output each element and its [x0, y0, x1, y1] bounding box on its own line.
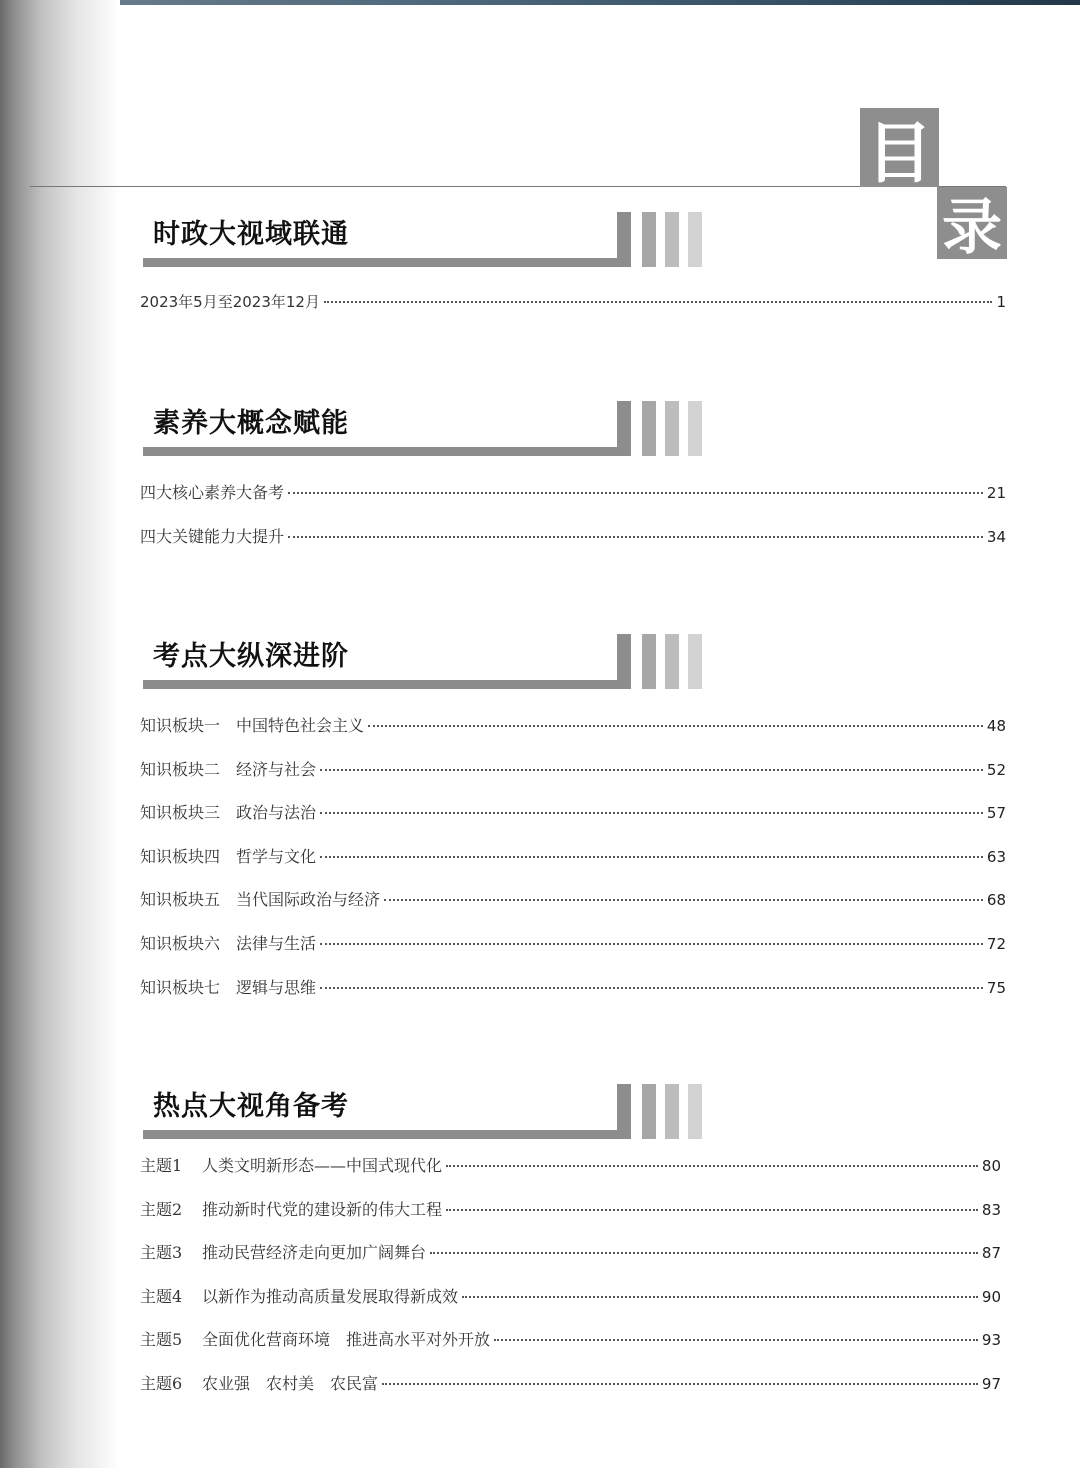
toc-title: 当代国际政治与经济: [236, 890, 381, 910]
toc-entry[interactable]: [140, 1371, 1001, 1391]
dot-leader: [288, 492, 983, 494]
toc-title: 四大核心素养大备考: [140, 483, 285, 502]
toc-page: 93: [981, 1331, 1001, 1350]
toc-entry[interactable]: [140, 713, 1006, 733]
toc-entry[interactable]: [140, 291, 1006, 311]
toc-prefix: 知识板块二: [140, 759, 221, 779]
toc-entry[interactable]: [140, 1284, 1001, 1304]
toc-page: 83: [981, 1200, 1001, 1219]
section-title: 热点大视角备考: [153, 1091, 349, 1122]
dot-leader: [320, 856, 983, 858]
toc-page: 72: [986, 934, 1006, 953]
dot-leader: [384, 899, 983, 901]
dot-leader: [320, 987, 983, 989]
toc-title: 中国特色社会主义: [236, 716, 365, 735]
decor-bar: [665, 634, 679, 689]
decor-bar: [665, 1084, 679, 1139]
toc-prefix: 知识板块五: [140, 890, 221, 910]
contents-title-char-1: 目: [860, 108, 939, 187]
toc-entry[interactable]: [140, 480, 1006, 500]
toc-page: 63: [986, 847, 1006, 866]
decor-bar: [617, 212, 631, 267]
toc-title: 推动新时代党的建设新的伟大工程: [202, 1199, 443, 1219]
decor-bar: [617, 634, 631, 689]
dot-leader: [446, 1209, 978, 1211]
toc-prefix: 知识板块六: [140, 933, 221, 953]
section-underline: [143, 680, 631, 689]
toc-prefix: 主题2: [140, 1199, 183, 1219]
toc-title: 农业强 农村美 农民富: [202, 1373, 379, 1393]
toc-list-4: [140, 1153, 1001, 1415]
toc-entry[interactable]: [140, 800, 1006, 823]
toc-page: 48: [986, 717, 1006, 735]
section-title: 考点大纵深进阶: [153, 641, 349, 672]
toc-prefix: 主题4: [140, 1286, 183, 1306]
toc-prefix: 主题3: [140, 1243, 183, 1263]
decor-bar: [688, 1084, 702, 1139]
decor-bar: [688, 634, 702, 689]
section-heading-2: [143, 401, 723, 459]
toc-title: 以新作为推动高质量发展取得新成效: [202, 1286, 459, 1306]
toc-entry[interactable]: [140, 1153, 1001, 1173]
toc-entry[interactable]: [140, 1240, 1001, 1263]
toc-entry[interactable]: [140, 757, 1006, 777]
toc-page: 57: [986, 804, 1006, 823]
toc-prefix: 知识板块三: [140, 803, 221, 823]
section-underline: [143, 1130, 631, 1139]
toc-title: 经济与社会: [236, 759, 317, 779]
dot-leader: [462, 1296, 978, 1298]
decor-bar: [665, 212, 679, 267]
decor-bar: [665, 401, 679, 456]
toc-title: 推动民营经济走向更加广阔舞台: [202, 1243, 427, 1263]
section-underline: [143, 447, 631, 456]
toc-title: 法律与生活: [236, 933, 317, 953]
toc-title: 四大关键能力大提升: [140, 526, 285, 546]
toc-title: 全面优化营商环境 推进高水平对外开放: [202, 1330, 491, 1350]
section-title: 素养大概念赋能: [153, 408, 349, 439]
decor-bar: [642, 1084, 656, 1139]
toc-prefix: 主题1: [140, 1156, 183, 1175]
toc-title: 逻辑与思维: [236, 977, 317, 997]
toc-page: 21: [986, 484, 1006, 502]
decor-bar: [617, 1084, 631, 1139]
toc-title: 政治与法治: [236, 803, 317, 823]
toc-prefix: 知识板块一: [140, 716, 221, 735]
toc-entry[interactable]: [140, 1197, 1001, 1217]
dot-leader: [430, 1252, 978, 1254]
toc-title: 哲学与文化: [236, 846, 317, 866]
decor-bar: [688, 212, 702, 267]
section-title: 时政大视域联通: [153, 219, 349, 250]
toc-prefix: 主题5: [140, 1330, 183, 1350]
dot-leader: [320, 769, 983, 771]
dot-leader: [382, 1383, 978, 1385]
toc-entry[interactable]: [140, 931, 1006, 951]
toc-list-1: [140, 291, 1006, 311]
toc-entry[interactable]: [140, 1327, 1001, 1350]
decor-bar: [688, 401, 702, 456]
top-edge-bar: [0, 0, 1080, 5]
toc-page: 80: [981, 1157, 1001, 1175]
book-spine-shadow: [0, 0, 120, 1468]
toc-entry[interactable]: [140, 887, 1006, 910]
decor-bar: [642, 401, 656, 456]
dot-leader: [288, 536, 983, 538]
decor-bar: [617, 401, 631, 456]
toc-title: 人类文明新形态——中国式现代化: [202, 1156, 443, 1175]
section-heading-3: [143, 634, 723, 692]
toc-page: 52: [986, 760, 1006, 779]
toc-list-2: [140, 480, 1006, 567]
toc-entry[interactable]: [140, 524, 1006, 544]
dot-leader: [494, 1339, 978, 1341]
toc-page: 34: [986, 527, 1006, 546]
toc-page: 87: [981, 1244, 1001, 1263]
dot-leader: [320, 943, 983, 945]
toc-list-3: [140, 713, 1006, 1018]
toc-page: 97: [981, 1374, 1001, 1393]
toc-title: 2023年5月至2023年12月: [140, 293, 320, 311]
decor-bar: [642, 634, 656, 689]
toc-page: 1: [996, 293, 1006, 311]
dot-leader: [324, 301, 992, 303]
toc-page: 75: [986, 978, 1006, 997]
dot-leader: [368, 725, 983, 727]
decor-bar: [642, 212, 656, 267]
section-heading-1: [143, 212, 723, 270]
dot-leader: [446, 1165, 978, 1167]
section-heading-4: [143, 1084, 723, 1142]
toc-page: 68: [986, 891, 1006, 910]
toc-prefix: 主题6: [140, 1373, 183, 1393]
toc-prefix: 知识板块四: [140, 846, 221, 866]
toc-entry[interactable]: [140, 844, 1006, 864]
toc-entry[interactable]: [140, 975, 1006, 995]
toc-page: 90: [981, 1287, 1001, 1306]
section-underline: [143, 258, 631, 267]
contents-title-char-2: 录: [937, 187, 1007, 259]
toc-prefix: 知识板块七: [140, 977, 221, 997]
dot-leader: [320, 812, 983, 814]
